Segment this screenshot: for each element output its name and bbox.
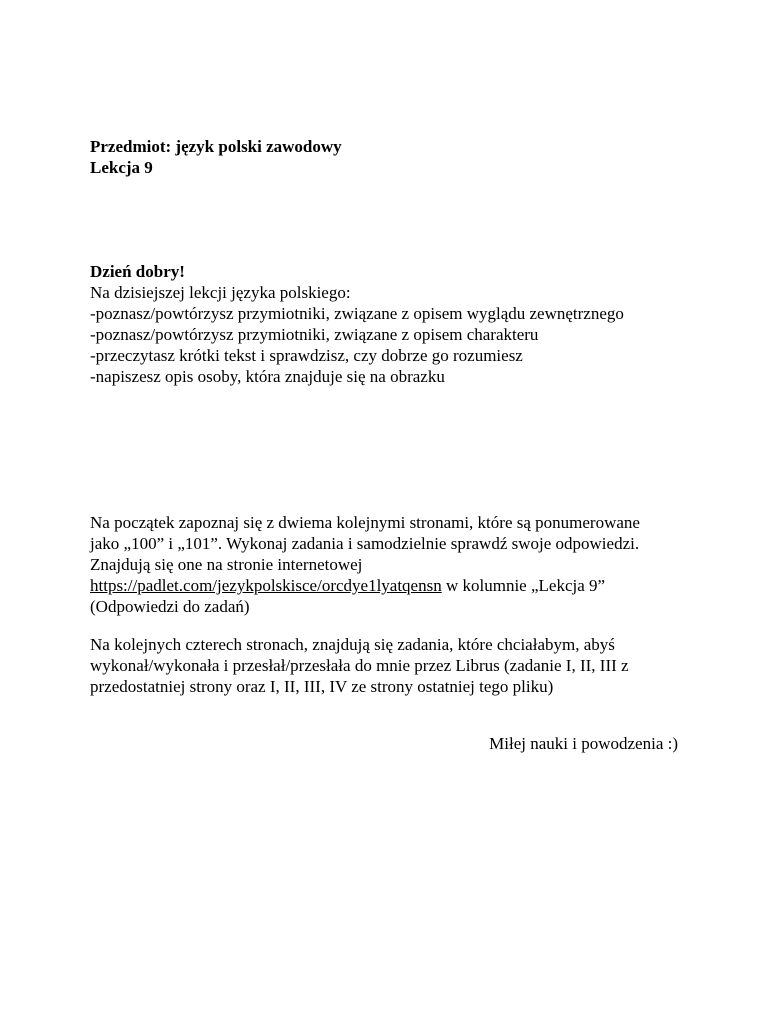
tasks-paragraph xyxy=(90,634,690,697)
greeting-heading: Dzień dobry! xyxy=(90,262,185,281)
lesson-title: Lekcja 9 xyxy=(90,158,153,177)
greeting-section xyxy=(90,261,624,387)
instructions-link-line xyxy=(90,575,690,596)
goal-item: -przeczytasz krótki tekst i sprawdzisz, czy dobrze go rozumiesz xyxy=(90,346,523,365)
closing-text: Miłej nauki i powodzenia :) xyxy=(489,734,678,753)
tasks-line: przedostatniej strony oraz I, II, III, IV ze strony ostatniej tego pliku) xyxy=(90,677,554,696)
instructions-line: Na początek zapoznaj się z dwiema kolejnymi stronami, które są ponumerowane xyxy=(90,513,640,532)
padlet-link[interactable]: https://padlet.com/jezykpolskisce/orcdye1lyatqensn xyxy=(90,576,442,595)
tasks-line: Na kolejnych czterech stronach, znajdują się zadania, które chciałabym, abyś xyxy=(90,635,615,654)
tasks-line: wykonał/wykonała i przesłał/przesłała do mnie przez Librus (zadanie I, II, III z xyxy=(90,656,629,675)
subject-title: Przedmiot: język polski zawodowy xyxy=(90,137,342,156)
instructions-line: Znajdują się one na stronie internetowej xyxy=(90,555,363,574)
goal-item: -poznasz/powtórzysz przymiotniki, związane z opisem charakteru xyxy=(90,325,539,344)
instructions-column-text: w kolumnie „Lekcja 9” xyxy=(441,576,606,595)
goal-item: -poznasz/powtórzysz przymiotniki, związane z opisem wyglądu zewnętrznego xyxy=(90,304,624,323)
goal-item: -napiszesz opis osoby, która znajduje się na obrazku xyxy=(90,367,445,386)
instructions-line: (Odpowiedzi do zadań) xyxy=(90,597,250,616)
instructions-paragraph xyxy=(90,512,690,617)
document-header xyxy=(90,136,342,178)
lesson-intro: Na dzisiejszej lekcji języka polskiego: xyxy=(90,283,351,302)
instructions-line: jako „100” i „101”. Wykonaj zadania i samodzielnie sprawdź swoje odpowiedzi. xyxy=(90,534,640,553)
